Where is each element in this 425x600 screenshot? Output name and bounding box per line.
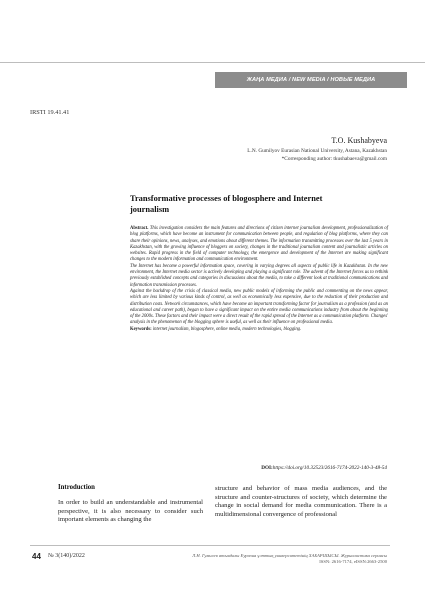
abstract-paragraph-3: Against the backdrop of the crisis of classical media, new public models of informing the public and commenting on the news appear, which are less limited by various kinds of control, as well as economically less expensive, due to the reduction of their production and distribution costs. Network circumstances, which have become an important transforming factor for journalism as a profession (and as an educational and career path), began to have a significant impact on the entire media communications industry from about the beginning of the 2000s. These factors and their impact were a direct result of the rapid spread of the Internet as a communication platform. Changes' analysis in the phenomenon of the blogging sphere is useful, as well as their influence on professional media. [130, 288, 388, 326]
article-title: Transformative processes of blogosphere and Internet journalism [130, 194, 323, 214]
footer-rule [30, 545, 390, 546]
introduction-right-column: structure and behavior of mass media audiences, and the structure and counter-structures of society, which determine the change in social demand for media communication. There is a multidimensional convergence of professional [215, 485, 387, 518]
corresponding-author: *Corresponding author: tkushabaeva@gmail.com [281, 156, 387, 162]
journal-issn: ISSN: 2616-7174, eISSN:2663-2500 [319, 559, 387, 564]
doi-link[interactable]: https://doi.org/10.32523/2616-7174-2022-140-3-48-54 [272, 465, 387, 471]
introduction-heading: Introduction [58, 484, 95, 491]
keywords-label: Keywords: [130, 326, 152, 332]
issue-number: № 3(140)/2022 [48, 553, 85, 559]
doi-label: DOI: [261, 465, 273, 471]
introduction-left-column: In order to build an understandable and instrumental perspective, it is also necessary to consider such important elements as changing the [58, 499, 203, 524]
page-number: 44 [32, 552, 41, 561]
author-block [87, 136, 387, 162]
top-rule [0, 62, 425, 63]
footer-journal [157, 553, 387, 565]
section-label: ЖАҢА МЕДИА / NEW MEDIA / НОВЫЕ МЕДИА [246, 77, 376, 83]
journal-section-banner [215, 72, 407, 88]
keywords [130, 327, 388, 333]
doi [261, 465, 387, 471]
abstract-paragraph-2: The Internet has become a powerful information space, covering in varying degrees all aspects of public life in Kazakhstan. In the new environment, the Internet media sector is actively developing and playing a significant role. The advent of the Internet forces us to rethink previously established concepts and categories in discussions about the media, to take a different look at traditional communications and information transmission processes. [130, 263, 388, 288]
journal-name: Л.Н. Гумилев атындағы Еуразия ұлттық университетінің ХАБАРШЫСЫ. Журналистика сериясы [192, 553, 387, 558]
keywords-text: internet journalism, blogosphere, online media, modern technologies, blogging. [152, 326, 302, 332]
irsti-code: IRSTI 19.41.41 [30, 109, 70, 116]
title-block [130, 193, 360, 215]
author-affiliation: L.N. Gumilyov Eurasian National University, Astana, Kazakhstan [247, 148, 387, 154]
abstract-paragraph-1 [130, 226, 388, 264]
abstract [130, 226, 388, 333]
abstract-label: Abstract. [130, 226, 149, 231]
author-name: T.O. Kushabyeva [331, 136, 387, 145]
abstract-text-1: This investigation considers the main features and directions of citizen internet journalism development, professionalization of blog platforms, which have become an instrument for communication between people, and regulation of blog platforms, where they can share their opinions, news, analyses, and emotions about different themes. The information transmitting processes over the last 5 years in Kazakhstan, with the growing influence of bloggers on society, changes in the traditional journalism content and journalistic articles on websites. Rapid progress in the field of computer technology, the emergence and development of the Internet are making significant changes to the modern information and communication environment. [130, 226, 388, 263]
